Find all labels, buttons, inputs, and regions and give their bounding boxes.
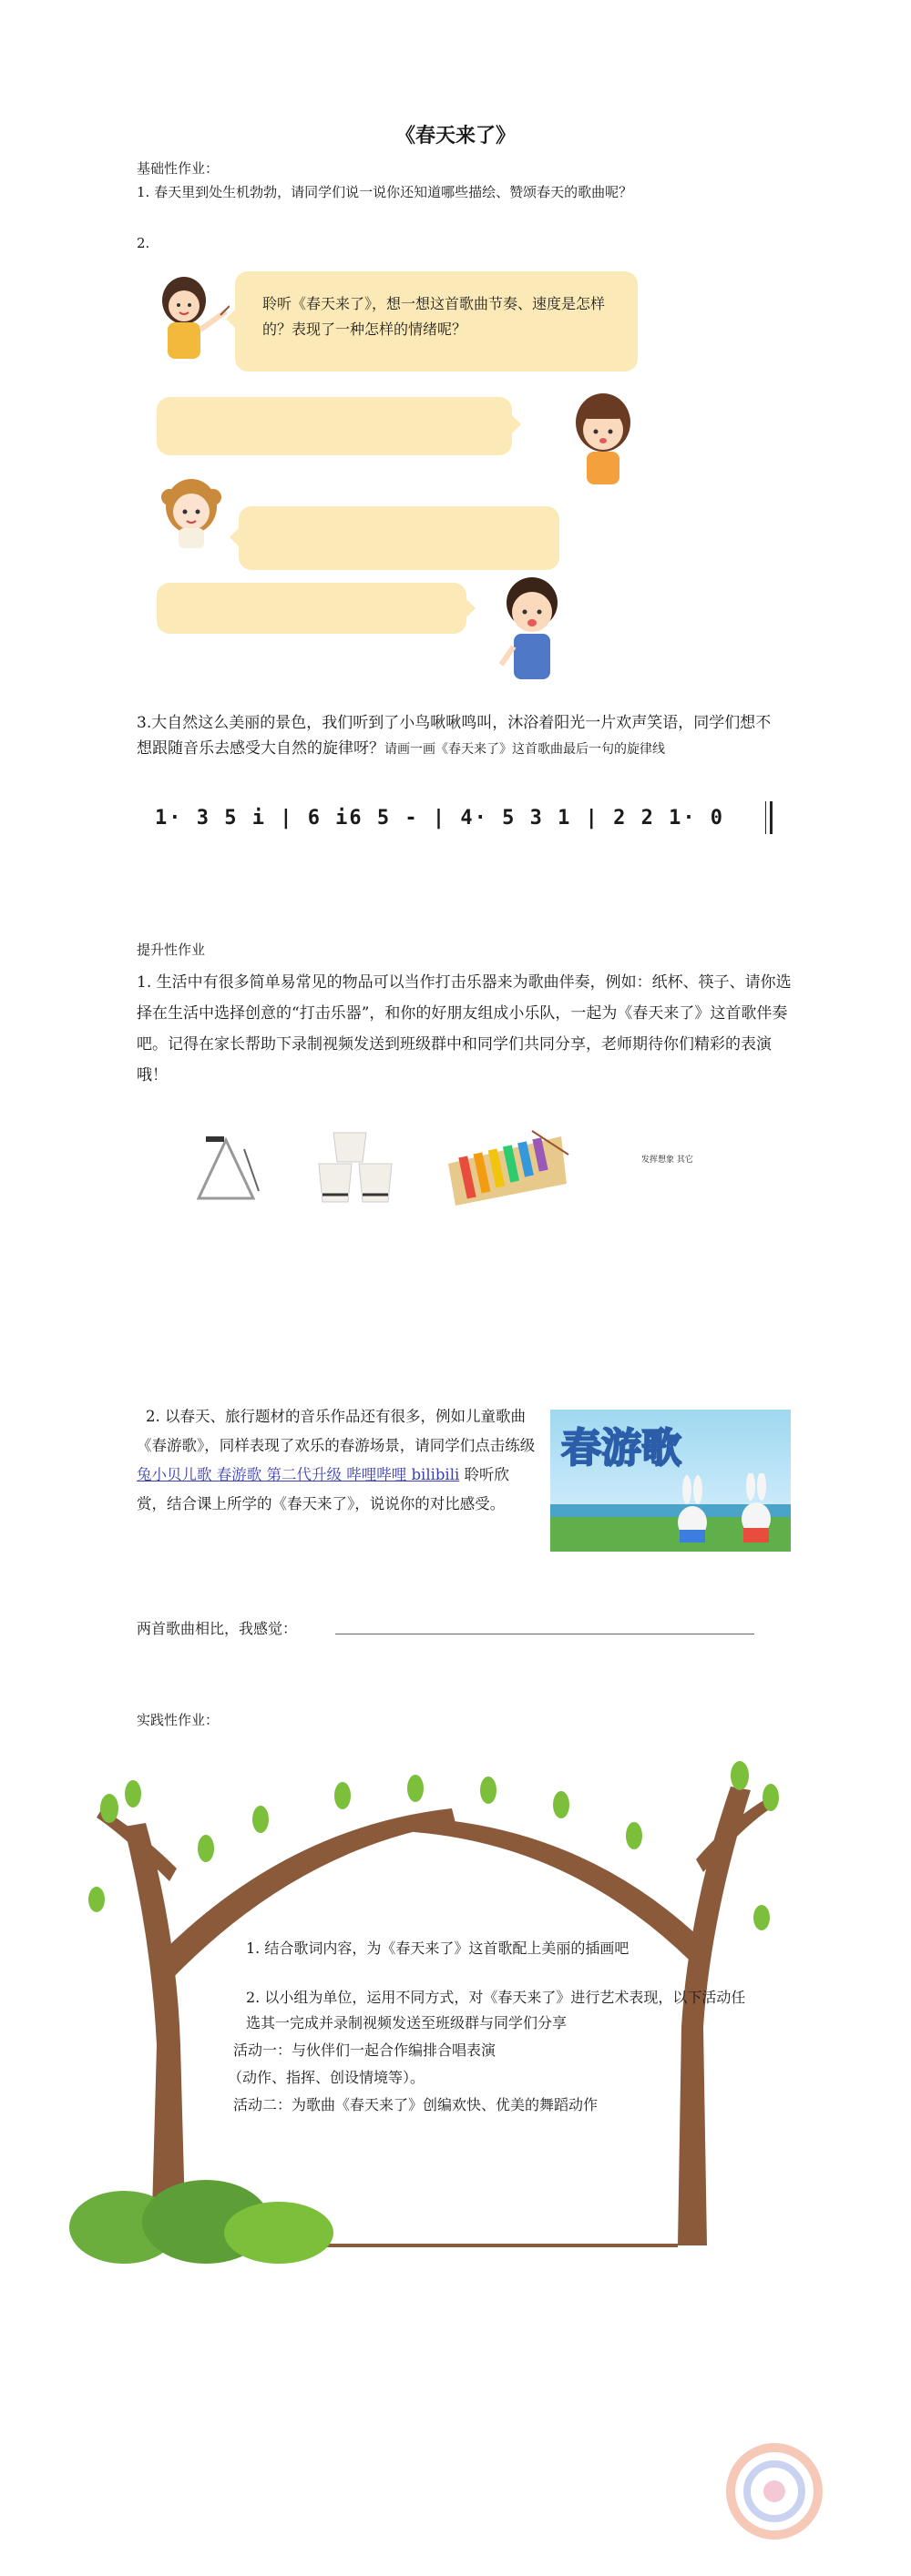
instrument-caption: 发挥想象 其它 (641, 1156, 693, 1165)
advanced-heading: 提升性作业 (137, 942, 206, 958)
teacher-bubble-text: 聆听《春天来了》，想一想这首歌曲节奏、速度是怎样的？表现了一种怎样的情绪呢？ (262, 295, 606, 338)
q3-main-text: 3.大自然这么美丽的景色，我们听到了小鸟啾啾鸣叫，沐浴着阳光一片欢声笑语，同学们想不想跟随音乐去感受大自然的旋律呀？ (137, 714, 772, 758)
practice-item-1: 1. 结合歌词内容，为《春天来了》这首歌配上美丽的插画吧 (246, 1940, 630, 1957)
basic-question-1: 1. 春天里到处生机勃勃，请同学们说一说你还知道哪些描绘、赞颂春天的歌曲呢？ (137, 184, 633, 200)
basic-question-3 (137, 710, 782, 762)
advanced-question-1: 1. 生活中有很多简单易常见的物品可以当作打击乐器来为歌曲伴奏，例如：纸杯、筷子、请你选择在生活中选择创意的“打击乐器”，和你的好朋友组成小乐队，一起为《春天来了》这首歌伴奏吧。记得在家长帮助下录制视频发送到班级群中和同学们共同分享，老师期待你们精彩的表演哦！ (137, 973, 792, 1084)
compare-label: 两首歌曲相比，我感觉： (137, 1620, 298, 1637)
activity-2: 活动二：为歌曲《春天来了》创编欢快、优美的舞蹈动作 (233, 2096, 599, 2113)
final-barline (765, 801, 773, 834)
xylophone-image (441, 1127, 570, 1211)
answer-bubble-3[interactable] (157, 583, 466, 634)
advanced-question-2 (137, 1402, 537, 1519)
activity-1: 活动一：与伙伴们一起合作编排合唱表演 (233, 2041, 496, 2059)
poster-rabbits (665, 1473, 783, 1546)
q3-instruction-text: 请画一画《春天来了》这首歌曲最后一句的旋律线 (384, 742, 665, 757)
watermark-logo-icon (720, 2437, 829, 2546)
triangle-instrument-image (189, 1131, 262, 1207)
basic-heading: 基础性作业： (137, 160, 220, 177)
practice-heading: 实践性作业： (137, 1712, 220, 1728)
q2-text-part1: 2. 以春天、旅行题材的音乐作品还有很多，例如儿童歌曲《春游歌》，同样表现了欢乐的春游场景，请同学们点击练级 (137, 1408, 536, 1454)
teacher-speech-bubble (235, 271, 638, 372)
poster-title: 春游歌 (561, 1425, 681, 1471)
activity-1-note: （动作、指挥、创设情境等）。 (228, 2069, 425, 2086)
melody-notation: 1· 3 5 i | 6 i6 5 - | 4· 5 3 1 | 2 2 1· 0 (155, 807, 725, 830)
page-title: 《春天来了》 (394, 124, 516, 148)
answer-bubble-2[interactable] (239, 506, 559, 570)
basic-question-2-label: 2. (137, 235, 150, 251)
braids-girl-illustration (155, 470, 228, 552)
spring-outing-song-poster[interactable] (550, 1410, 791, 1552)
boy-illustration (497, 574, 570, 696)
answer-bubble-1[interactable] (157, 397, 512, 455)
girl-illustration (567, 390, 640, 490)
q2-text-part2: 聆听欣赏，结合课上所学的《春天来了》，说说你的对比感受。 (137, 1466, 510, 1512)
bilibili-video-link[interactable]: 兔小贝儿歌 春游歌 第二代升级 哔哩哔哩 bilibili (137, 1466, 460, 1483)
paper-cups-image (313, 1125, 404, 1207)
practice-item-2: 2. 以小组为单位，运用不同方式，对《春天来了》进行艺术表现，以下活动任选其一完成并录制视频发送至班级群与同学们分享 (246, 1989, 746, 2031)
